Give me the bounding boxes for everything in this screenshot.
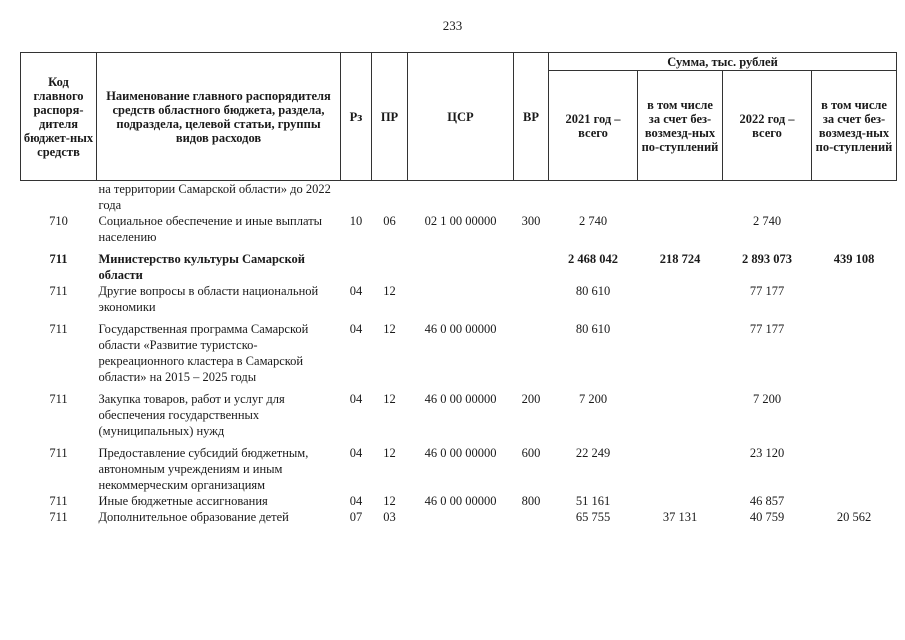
cell-code: 711 — [49, 284, 68, 298]
cell-vr — [514, 245, 549, 283]
cell-2022-gratuitous — [812, 181, 897, 214]
cell-csr: 46 0 00 00000 — [424, 322, 497, 336]
cell-rz: 10 — [349, 214, 363, 228]
cell-2022-gratuitous — [812, 493, 897, 509]
cell-2021-gratuitous — [638, 181, 723, 214]
cell-2022-total: 7 200 — [752, 392, 782, 406]
cell-code: 711 — [49, 392, 68, 406]
cell-csr — [408, 509, 514, 525]
cell-2021-total: 65 755 — [575, 510, 611, 524]
cell-name: Государственная программа Самарской области «Развитие туристско-рекреационного кластера в Самарской области» на 2015 – 2025 годы — [98, 322, 309, 384]
cell-csr: 02 1 00 00000 — [424, 214, 497, 228]
header-2022-total: 2022 год – всего — [723, 71, 812, 181]
cell-2021-total: 2 468 042 — [568, 252, 618, 266]
cell-rz: 07 — [349, 510, 363, 524]
cell-2022-gratuitous — [812, 439, 897, 493]
cell-rz — [341, 181, 372, 214]
table-row — [21, 283, 897, 315]
cell-vr: 800 — [521, 494, 541, 508]
header-csr: ЦСР — [408, 53, 514, 181]
header-pr: ПР — [372, 53, 408, 181]
cell-code: 711 — [49, 252, 68, 266]
header-sum: Сумма, тыс. рублей — [549, 53, 897, 71]
cell-name: на территории Самарской области» до 2022 года — [98, 182, 331, 212]
cell-2022-gratuitous — [812, 213, 897, 245]
table-header — [21, 53, 897, 181]
cell-2022-gratuitous — [812, 315, 897, 385]
cell-rz: 04 — [349, 284, 363, 298]
cell-csr — [408, 283, 514, 315]
cell-code: 710 — [49, 214, 68, 228]
table-row — [21, 181, 897, 214]
cell-2021-gratuitous — [638, 439, 723, 493]
cell-code: 711 — [49, 322, 68, 336]
cell-name: Социальное обеспечение и иные выплаты населению — [98, 214, 323, 244]
cell-2022-total: 77 177 — [749, 322, 785, 336]
header-vr: ВР — [514, 53, 549, 181]
cell-2022-total: 2 740 — [752, 214, 782, 228]
cell-2021-total: 2 740 — [578, 214, 608, 228]
cell-pr — [372, 181, 408, 214]
cell-vr — [514, 181, 549, 214]
cell-vr: 300 — [521, 214, 541, 228]
cell-pr: 12 — [383, 446, 396, 460]
cell-2021-gratuitous — [638, 213, 723, 245]
cell-code: 711 — [49, 446, 68, 460]
cell-code — [21, 181, 97, 214]
cell-2022-gratuitous — [812, 283, 897, 315]
cell-vr: 600 — [521, 446, 541, 460]
budget-table — [20, 52, 897, 525]
cell-vr: 200 — [521, 392, 541, 406]
cell-2021-total: 80 610 — [575, 284, 611, 298]
cell-name: Закупка товаров, работ и услуг для обеспечения государственных (муниципальных) нужд — [98, 392, 285, 438]
page-number: 233 — [442, 18, 463, 33]
cell-csr: 46 0 00 00000 — [424, 446, 497, 460]
cell-pr — [372, 245, 408, 283]
cell-csr — [408, 245, 514, 283]
cell-pr: 12 — [383, 494, 396, 508]
cell-2021-total — [549, 181, 638, 214]
cell-2021-total: 51 161 — [575, 494, 611, 508]
cell-name: Министерство культуры Самарской области — [98, 252, 305, 282]
cell-code: 711 — [49, 510, 68, 524]
cell-pr: 06 — [383, 214, 396, 228]
table-body — [21, 181, 897, 526]
cell-vr — [514, 315, 549, 385]
cell-2022-total: 40 759 — [749, 510, 785, 524]
table-row — [21, 493, 897, 509]
cell-name: Иные бюджетные ассигнования — [98, 494, 268, 508]
cell-2022-gratuitous: 439 108 — [833, 252, 875, 266]
cell-2021-gratuitous: 37 131 — [662, 510, 698, 524]
cell-code: 711 — [49, 494, 68, 508]
cell-rz: 04 — [349, 494, 363, 508]
cell-2022-total: 2 893 073 — [742, 252, 792, 266]
cell-name: Дополнительное образование детей — [98, 510, 289, 524]
cell-vr — [514, 283, 549, 315]
cell-rz: 04 — [349, 322, 363, 336]
header-name: Наименование главного распорядителя средств областного бюджета, раздела, подраздела, целевой статьи, группы видов расходов — [97, 53, 341, 181]
cell-name: Другие вопросы в области национальной экономики — [98, 284, 319, 314]
header-2022-gratuitous: в том числе за счет без-возмезд-ных по-ступлений — [812, 71, 897, 181]
cell-pr: 03 — [383, 510, 396, 524]
table-row — [21, 245, 897, 283]
cell-2022-total: 77 177 — [749, 284, 785, 298]
cell-csr: 46 0 00 00000 — [424, 494, 497, 508]
header-rz: Рз — [341, 53, 372, 181]
cell-2022-gratuitous: 20 562 — [836, 510, 872, 524]
cell-csr: 46 0 00 00000 — [424, 392, 497, 406]
table-row — [21, 439, 897, 493]
cell-2021-total: 22 249 — [575, 446, 611, 460]
cell-2022-total: 23 120 — [749, 446, 785, 460]
cell-2021-total: 80 610 — [575, 322, 611, 336]
table-row — [21, 315, 897, 385]
cell-pr: 12 — [383, 392, 396, 406]
table-row — [21, 509, 897, 525]
cell-pr: 12 — [383, 322, 396, 336]
cell-2022-total — [723, 181, 812, 214]
header-2021-total: 2021 год – всего — [549, 71, 638, 181]
cell-pr: 12 — [383, 284, 396, 298]
table-row — [21, 385, 897, 439]
cell-2021-gratuitous — [638, 315, 723, 385]
header-code: Код главного распоря-дителя бюджет-ных средств — [21, 53, 97, 181]
cell-csr — [408, 181, 514, 214]
cell-2021-total: 7 200 — [578, 392, 608, 406]
cell-2021-gratuitous — [638, 493, 723, 509]
cell-vr — [514, 509, 549, 525]
cell-2022-gratuitous — [812, 385, 897, 439]
cell-rz: 04 — [349, 392, 363, 406]
cell-rz — [341, 245, 372, 283]
header-2021-gratuitous: в том числе за счет без-возмезд-ных по-ступлений — [638, 71, 723, 181]
cell-2021-gratuitous — [638, 385, 723, 439]
cell-name: Предоставление субсидий бюджетным, автономным учреждениям и иным некоммерческим организациям — [98, 446, 309, 492]
table-row — [21, 213, 897, 245]
cell-2021-gratuitous: 218 724 — [659, 252, 701, 266]
cell-2022-total: 46 857 — [749, 494, 785, 508]
cell-2021-gratuitous — [638, 283, 723, 315]
cell-rz: 04 — [349, 446, 363, 460]
